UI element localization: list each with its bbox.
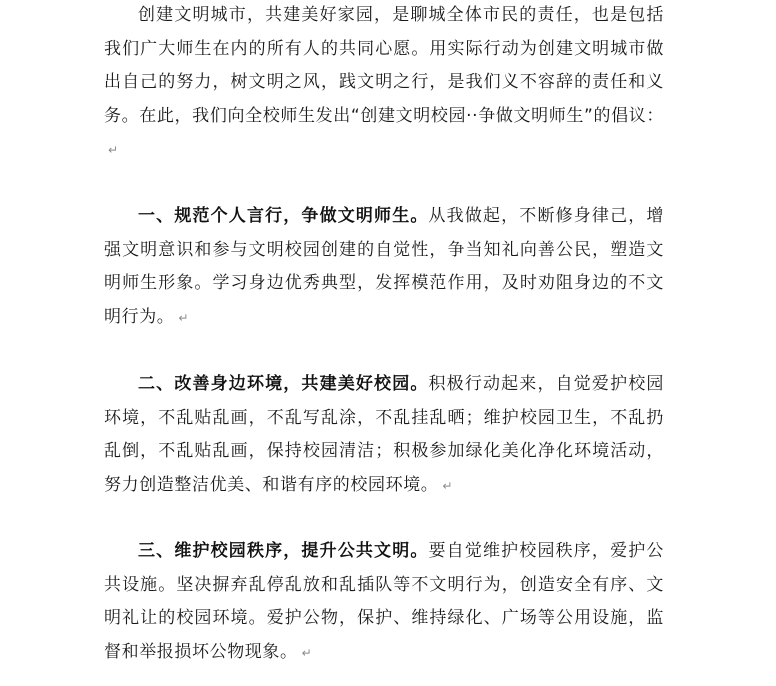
proposal-paragraph-2 [104,368,664,503]
paragraph-lead: 二、改善身边环境，共建美好校园。 [138,374,429,394]
paragraph-mark-icon: ↵ [108,143,119,157]
paragraph-lead: 三、维护校园秩序，提升公共文明。 [138,541,429,561]
paragraph-mark-icon: ↵ [301,645,312,660]
proposal-paragraph-1 [104,200,664,335]
paragraph-mark-icon: ↵ [178,310,189,325]
paragraph-text: 要自觉维护校园秩序，爱护公共设施。坚决摒弃乱停乱放和乱插队等不文明行为，创造安全有序、文明礼让的校园环境。爱护公物，保护、维持绿化、广场等公用设施，监督和举报损坏公物现象。 [104,541,664,662]
paragraph-mark-icon: ↵ [442,478,453,493]
intro-paragraph [104,0,664,168]
paragraph-lead: 一、规范个人言行，争做文明师生。 [138,206,429,226]
paragraph-text: 从我做起，不断修身律己，增强文明意识和参与文明校园创建的自觉性，争当知礼向善公民，塑造文明师生形象。学习身边优秀典型，发挥模范作用，及时劝阻身边的不文明行为。 [104,206,664,327]
paragraph-text: 积极行动起来，自觉爱护校园环境，不乱贴乱画，不乱写乱涂，不乱挂乱晒；维护校园卫生，不乱扔乱倒，不乱贴乱画，保持校园清洁；积极参加绿化美化净化环境活动，努力创造整洁优美、和谐有序的校园环境。 [104,374,664,495]
proposal-paragraph-3 [104,535,664,670]
paragraph-text: 创建文明城市，共建美好家园，是聊城全体市民的责任，也是包括我们广大师生在内的所有人的共同心愿。用实际行动为创建文明城市做出自己的努力，树文明之风，践文明之行，是我们义不容辞的责任和义务。在此，我们向全校师生发出“创建文明校园··争做文明师生”的倡议： [104,5,664,126]
